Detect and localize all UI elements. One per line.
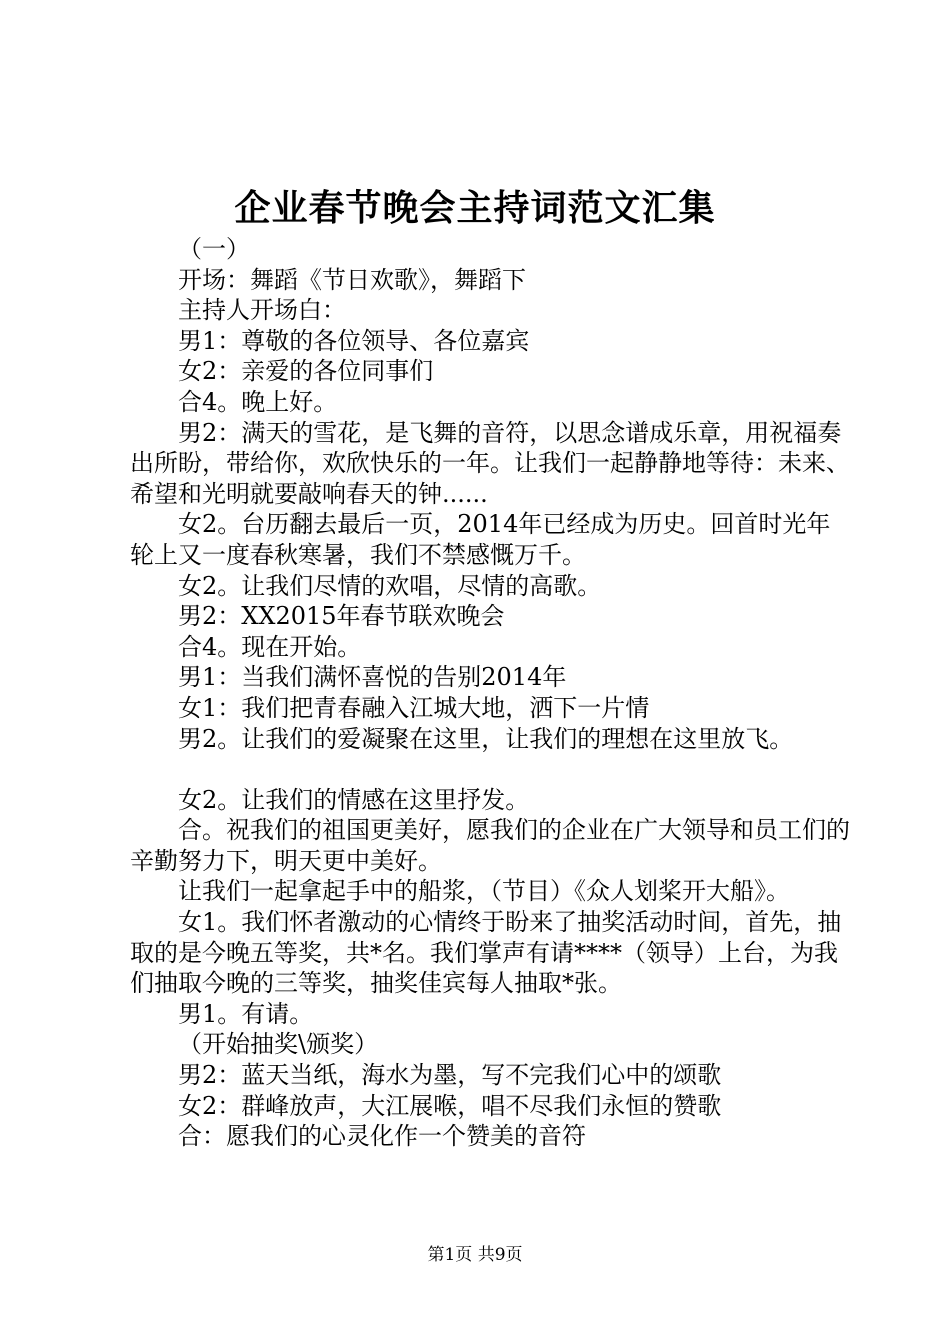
paragraph: 合4。晚上好。 [178,387,338,416]
paragraph: 女1。我们怀者激动的心情终于盼来了抽奖活动时间，首先，抽取的是今晚五等奖，共*名。我们掌声有请****（领导）上台，为我们抽取今晚的三等奖，抽奖佳宾每人抽取*张。 [130,908,842,998]
paragraph: 男1。有请。 [178,999,314,1028]
paragraph: 男2。让我们的爱凝聚在这里，让我们的理想在这里放飞。 [178,724,794,753]
page-footer: 第1页 共9页 [427,1245,523,1265]
paragraph: 合。祝我们的祖国更美好，愿我们的企业在广大领导和员工们的辛勤努力下，明天更中美好。 [130,816,850,875]
document-title: 企业春节晚会主持词范文汇集 [234,187,716,229]
paragraph: 男1：当我们满怀喜悦的告别2014年 [178,663,567,692]
paragraph: 女2。让我们尽情的欢唱，尽情的高歌。 [178,571,602,600]
paragraph: 男2：XX2015年春节联欢晚会 [178,602,505,631]
paragraph: 男2：满天的雪花，是飞舞的音符，以思念谱成乐章，用祝福奏出所盼，带给你，欢欣快乐的一年。让我们一起静静地等待：未来、希望和光明就要敲响春天的钟...... [130,418,850,508]
paragraph: 女2：群峰放声，大江展喉，唱不尽我们永恒的赞歌 [178,1091,722,1120]
paragraph: （一） [178,235,250,263]
paragraph: 男1：尊敬的各位领导、各位嘉宾 [178,326,530,355]
paragraph: 让我们一起拿起手中的船浆，（节目）《众人划桨开大船》。 [178,877,790,906]
paragraph: 合4。现在开始。 [178,632,362,661]
paragraph: 女1：我们把青春融入江城大地，洒下一片情 [178,693,650,722]
paragraph: 主持人开场白： [178,296,346,325]
paragraph: 女2。台历翻去最后一页，2014年已经成为历史。回首时光年轮上又一度春秋寒暑，我们不禁感慨万千。 [130,510,831,569]
paragraph: 男2：蓝天当纸，海水为墨，写不完我们心中的颂歌 [178,1061,722,1090]
paragraph: 合：愿我们的心灵化作一个赞美的音符 [178,1122,586,1151]
paragraph: 女2。让我们的情感在这里抒发。 [178,785,530,814]
paragraph: 开场：舞蹈《节日欢歌》，舞蹈下 [178,265,526,294]
paragraph: （开始抽奖\颁奖） [178,1030,379,1059]
paragraph: 女2：亲爱的各位同事们 [178,357,434,386]
document-body [130,234,850,1152]
